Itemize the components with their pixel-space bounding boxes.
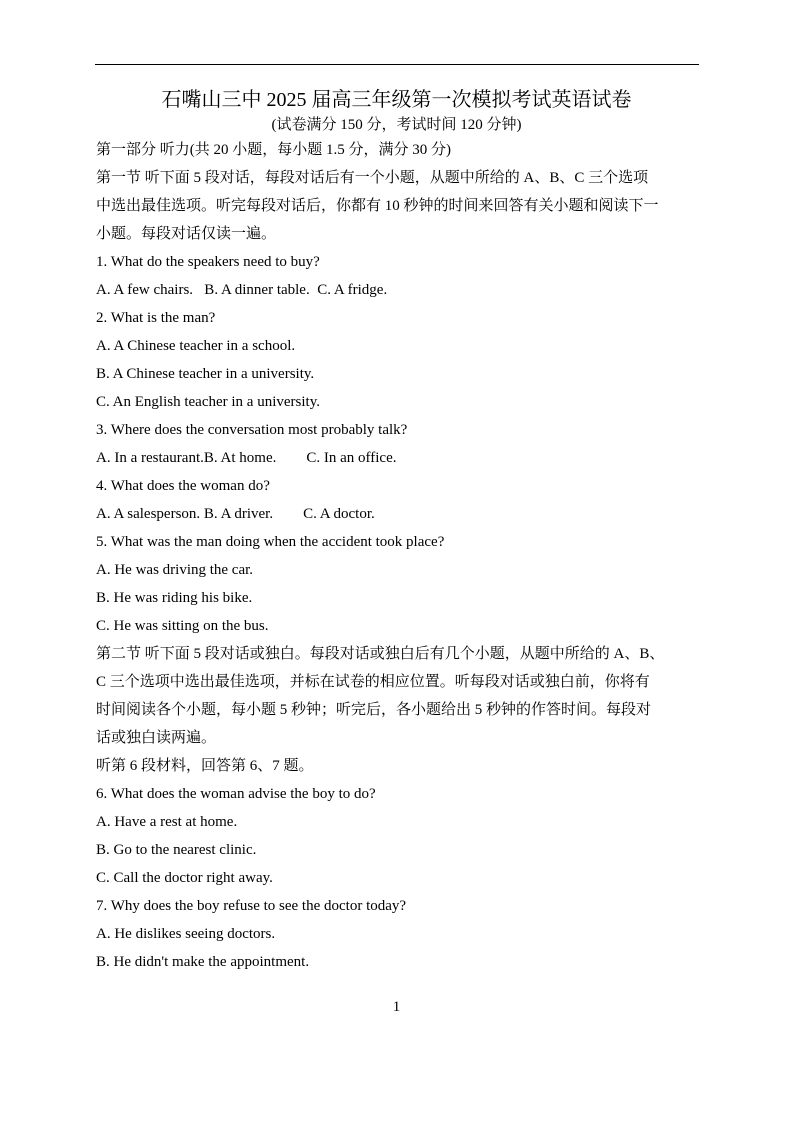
exam-body	[96, 136, 702, 976]
question-1-options: A. A few chairs. B. A dinner table. C. A fridge.	[96, 282, 388, 298]
section1-instruction-line: 中选出最佳选项。听完每段对话后，你都有 10 秒钟的时间来回答有关小题和阅读下一	[96, 198, 659, 214]
question-7-option-a: A. He dislikes seeing doctors.	[96, 926, 276, 942]
question-5-option-c: C. He was sitting on the bus.	[96, 618, 269, 634]
question-6: 6. What does the woman advise the boy to do?	[96, 786, 376, 802]
question-7-option-b: B. He didn't make the appointment.	[96, 954, 310, 970]
question-2-option-a: A. A Chinese teacher in a school.	[96, 338, 296, 354]
question-5: 5. What was the man doing when the accident took place?	[96, 534, 445, 550]
question-6-option-c: C. Call the doctor right away.	[96, 870, 273, 886]
question-5-option-b: B. He was riding his bike.	[96, 590, 253, 606]
section2-instruction-line: 时间阅读各个小题，每小题 5 秒钟；听完后，各小题给出 5 秒钟的作答时间。每段对	[96, 702, 652, 718]
exam-title: 石嘴山三中 2025 届高三年级第一次模拟考试英语试卷	[161, 89, 632, 111]
section1-instruction-line: 第一节 听下面 5 段对话，每段对话后有一个小题，从题中所给的 A、B、C 三个选项	[96, 170, 649, 186]
question-3-options: A. In a restaurant.B. At home. C. In an office.	[96, 450, 397, 466]
question-6-option-a: A. Have a rest at home.	[96, 814, 238, 830]
section2-instruction-line: 话或独白读两遍。	[96, 730, 217, 746]
question-1: 1. What do the speakers need to buy?	[96, 254, 320, 270]
section2-instruction-line: 第二节 听下面 5 段对话或独白。每段对话或独白后有几个小题，从题中所给的 A、B、	[96, 646, 665, 662]
page-number: 1	[392, 999, 401, 1015]
question-3: 3. Where does the conversation most probably talk?	[96, 422, 408, 438]
question-5-option-a: A. He was driving the car.	[96, 562, 254, 578]
section1-instruction-line: 小题。每段对话仅读一遍。	[96, 226, 277, 242]
exam-subtitle: (试卷满分 150 分，考试时间 120 分钟)	[271, 117, 522, 133]
question-6-option-b: B. Go to the nearest clinic.	[96, 842, 257, 858]
question-4-options: A. A salesperson. B. A driver. C. A doctor.	[96, 506, 375, 522]
question-7: 7. Why does the boy refuse to see the doctor today?	[96, 898, 407, 914]
question-4: 4. What does the woman do?	[96, 478, 270, 494]
question-2-option-b: B. A Chinese teacher in a university.	[96, 366, 315, 382]
question-2: 2. What is the man?	[96, 310, 216, 326]
question-2-option-c: C. An English teacher in a university.	[96, 394, 320, 410]
section2-instruction-line: C 三个选项中选出最佳选项，并标在试卷的相应位置。听每段对话或独白前，你将有	[96, 674, 650, 690]
part1-heading: 第一部分 听力(共 20 小题，每小题 1.5 分，满分 30 分)	[96, 142, 451, 158]
header-rule	[95, 64, 699, 65]
material-6-instruction: 听第 6 段材料，回答第 6、7 题。	[96, 758, 314, 774]
